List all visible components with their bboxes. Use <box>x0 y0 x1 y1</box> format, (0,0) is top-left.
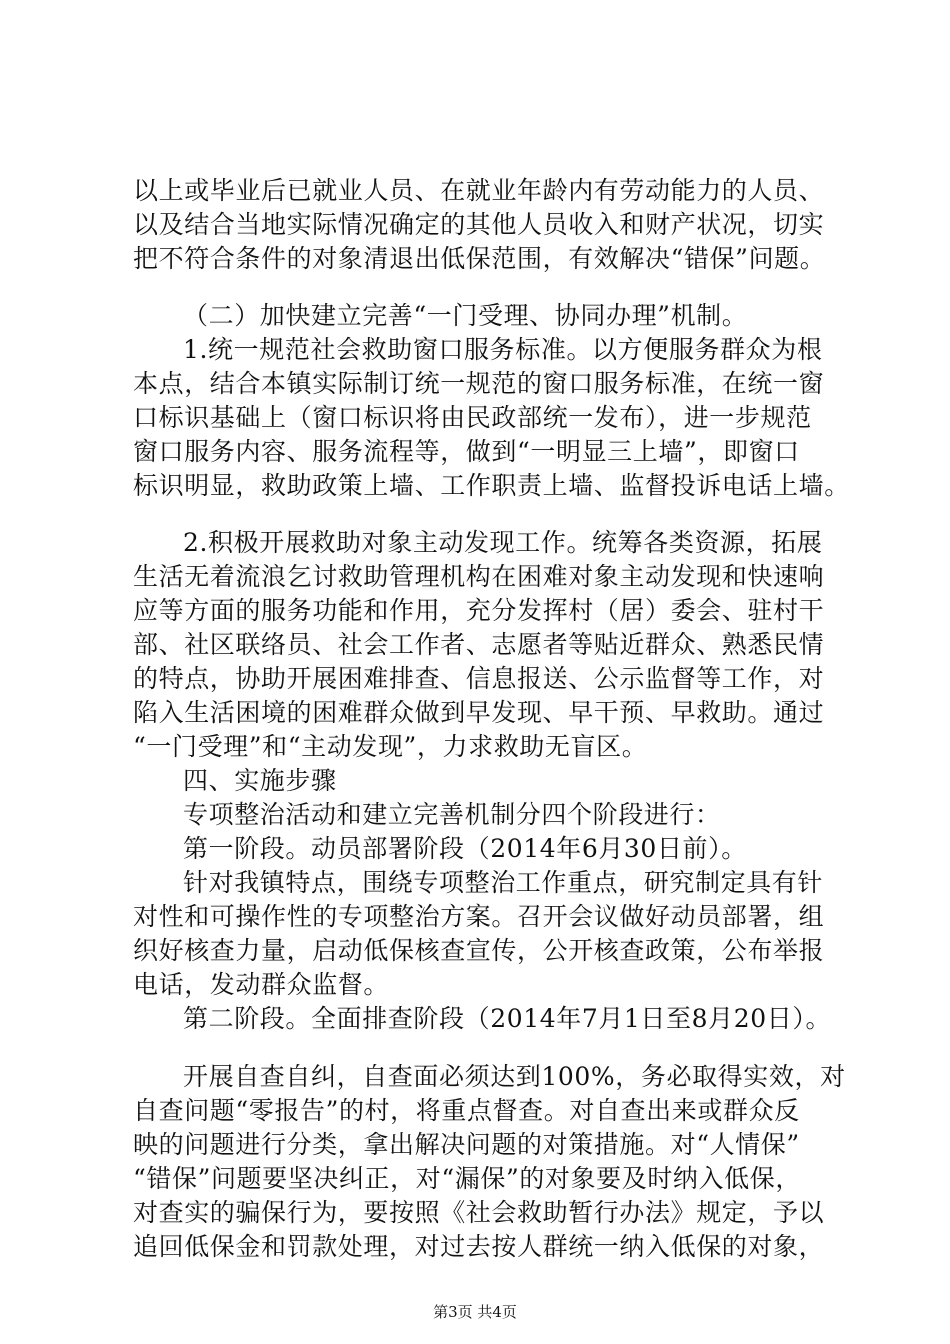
section-heading: 四、实施步骤 <box>183 766 337 795</box>
text-line: 的特点，协助开展困难排查、信息报送、公示监督等工作，对 <box>133 664 825 693</box>
text-line: 窗口服务内容、服务流程等，做到“一明显三上墙”，即窗口 <box>133 437 800 466</box>
text-line: 专项整治活动和建立完善机制分四个阶段进行： <box>183 800 721 829</box>
text-line: 映的问题进行分类，拿出解决问题的对策措施。对“人情保” <box>133 1130 800 1159</box>
text-line: 以上或毕业后已就业人员、在就业年龄内有劳动能力的人员、 <box>133 176 825 205</box>
text-line: 对查实的骗保行为，要按照《社会救助暂行办法》规定，予以 <box>133 1198 825 1227</box>
text-line: 生活无着流浪乞讨救助管理机构在困难对象主动发现和快速响 <box>133 562 825 591</box>
text-line: 开展自查自纠，自查面必须达到100%，务必取得实效，对 <box>183 1062 846 1091</box>
text-line: 1.统一规范社会救助窗口服务标准。以方便服务群众为根 <box>183 335 823 364</box>
page-footer: 第3页 共4页 <box>433 1303 517 1321</box>
text-line: 把不符合条件的对象清退出低保范围，有效解决“错保”问题。 <box>133 244 826 273</box>
text-line: 对性和可操作性的专项整治方案。召开会议做好动员部署，组 <box>133 902 825 931</box>
text-line: 针对我镇特点，围绕专项整治工作重点，研究制定具有针 <box>183 868 824 897</box>
section-heading: （二）加快建立完善“一门受理、协同办理”机制。 <box>183 301 748 330</box>
text-line: 2.积极开展救助对象主动发现工作。统筹各类资源，拓展 <box>183 528 823 557</box>
text-line: “错保”问题要坚决纠正，对“漏保”的对象要及时纳入低保， <box>133 1164 801 1193</box>
text-line: 追回低保金和罚款处理，对过去按人群统一纳入低保的对象， <box>133 1232 825 1261</box>
text-line: 标识明显，救助政策上墙、工作职责上墙、监督投诉电话上墙。 <box>133 471 850 500</box>
text-line: 电话，发动群众监督。 <box>133 970 390 999</box>
stage-heading: 第一阶段。动员部署阶段（2014年6月30日前）。 <box>183 834 747 863</box>
text-line: 口标识基础上（窗口标识将由民政部统一发布），进一步规范 <box>133 403 812 432</box>
text-line: 以及结合当地实际情况确定的其他人员收入和财产状况，切实 <box>133 210 825 239</box>
text-line: 本点，结合本镇实际制订统一规范的窗口服务标准，在统一窗 <box>133 369 825 398</box>
text-line: 部、社区联络员、社会工作者、志愿者等贴近群众、熟悉民情 <box>133 630 825 659</box>
stage-heading: 第二阶段。全面排查阶段（2014年7月1日至8月20日）。 <box>183 1004 832 1033</box>
text-line: “一门受理”和“主动发现”，力求救助无盲区。 <box>133 732 648 761</box>
text-line: 自查问题“零报告”的村，将重点督查。对自查出来或群众反 <box>133 1096 800 1125</box>
text-line: 应等方面的服务功能和作用，充分发挥村（居）委会、驻村干 <box>133 596 825 625</box>
text-line: 织好核查力量，启动低保核查宣传，公开核查政策，公布举报 <box>133 936 825 965</box>
text-line: 陷入生活困境的困难群众做到早发现、早干预、早救助。通过 <box>133 698 825 727</box>
